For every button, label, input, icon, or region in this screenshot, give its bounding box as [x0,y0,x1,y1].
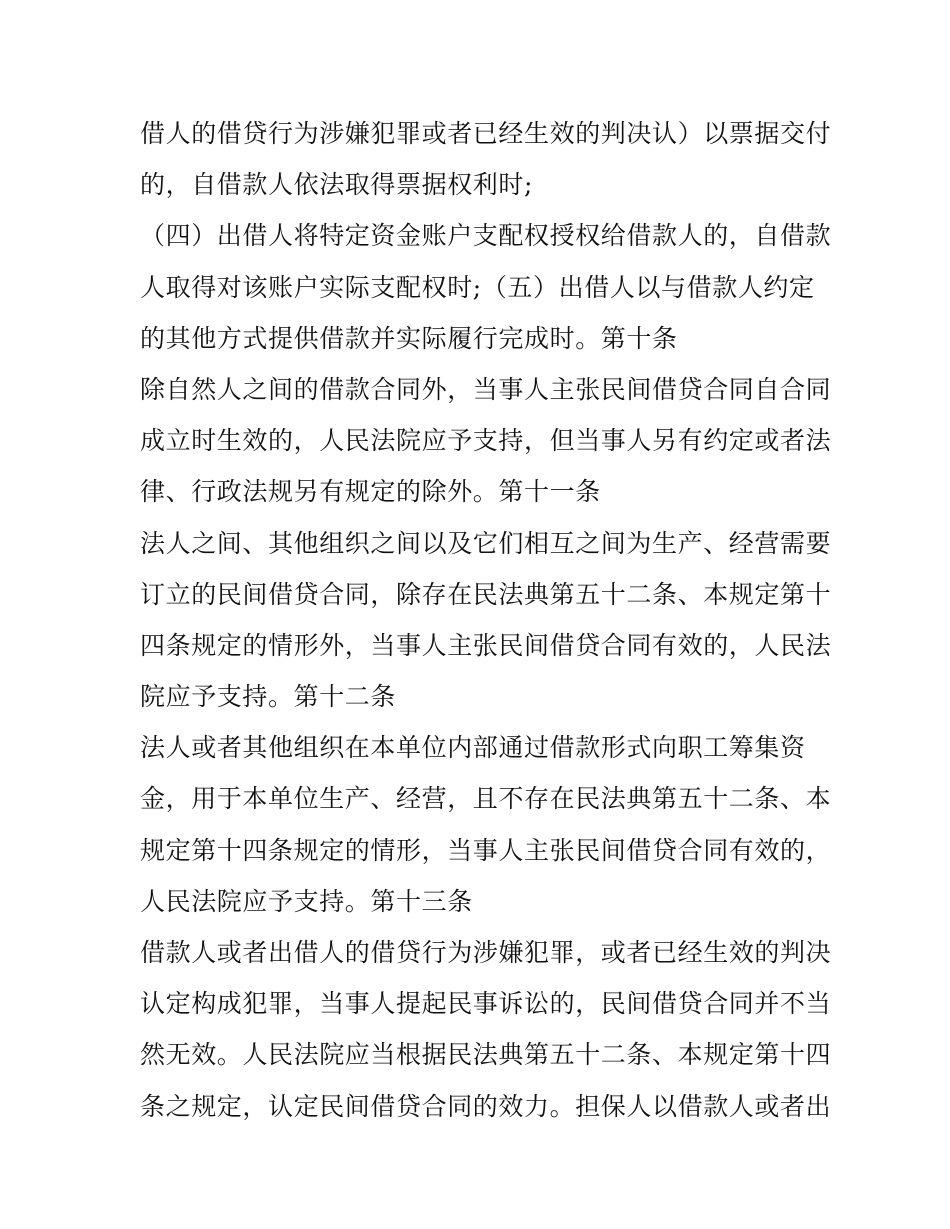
text-line: 借人的借贷行为涉嫌犯罪或者已经生效的判决认）以票据交付 [140,119,832,148]
text-line: 四条规定的情形外，当事人主张民间借贷合同有效的，人民法 [140,630,832,660]
text-line: 人取得对该账户实际支配权时;（五）出借人以与借款人约定 [140,272,815,302]
text-line: 除自然人之间的借款合同外，当事人主张民间借贷合同自合同 [140,374,832,404]
text-line: 认定构成犯罪，当事人提起民事诉讼的，民间借贷合同并不当 [140,989,832,1019]
text-line: 订立的民间借贷合同，除存在民法典第五十二条、本规定第十 [140,579,832,609]
text-line: 条之规定，认定民间借贷合同的效力。担保人以借款人或者出 [140,1091,832,1121]
text-line: 然无效。人民法院应当根据民法典第五十二条、本规定第十四 [140,1040,832,1070]
text-line: 人民法院应予支持。第十三条 [140,886,473,916]
text-line: 金，用于本单位生产、经营，且不存在民法典第五十二条、本 [140,784,832,814]
text-line: （四）出借人将特定资金账户支配权授权给借款人的，自借款 [140,221,832,251]
text-line: 法人或者其他组织在本单位内部通过借款形式向职工筹集资 [140,733,806,763]
text-line: 的，自借款人依法取得票据权利时; [140,170,534,200]
text-line: 律、行政法规另有规定的除外。第十一条 [140,477,601,507]
text-line: 的其他方式提供借款并实际履行完成时。第十条 [140,323,678,353]
text-line: 规定第十四条规定的情形，当事人主张民间借贷合同有效的， [140,835,832,865]
text-line: 借款人或者出借人的借贷行为涉嫌犯罪，或者已经生效的判决 [140,938,832,967]
text-line: 法人之间、其他组织之间以及它们相互之间为生产、经营需要 [140,528,832,558]
text-line: 院应予支持。第十二条 [140,682,397,712]
text-line: 成立时生效的，人民法院应予支持，但当事人另有约定或者法 [140,426,832,456]
document-body [140,108,832,1132]
